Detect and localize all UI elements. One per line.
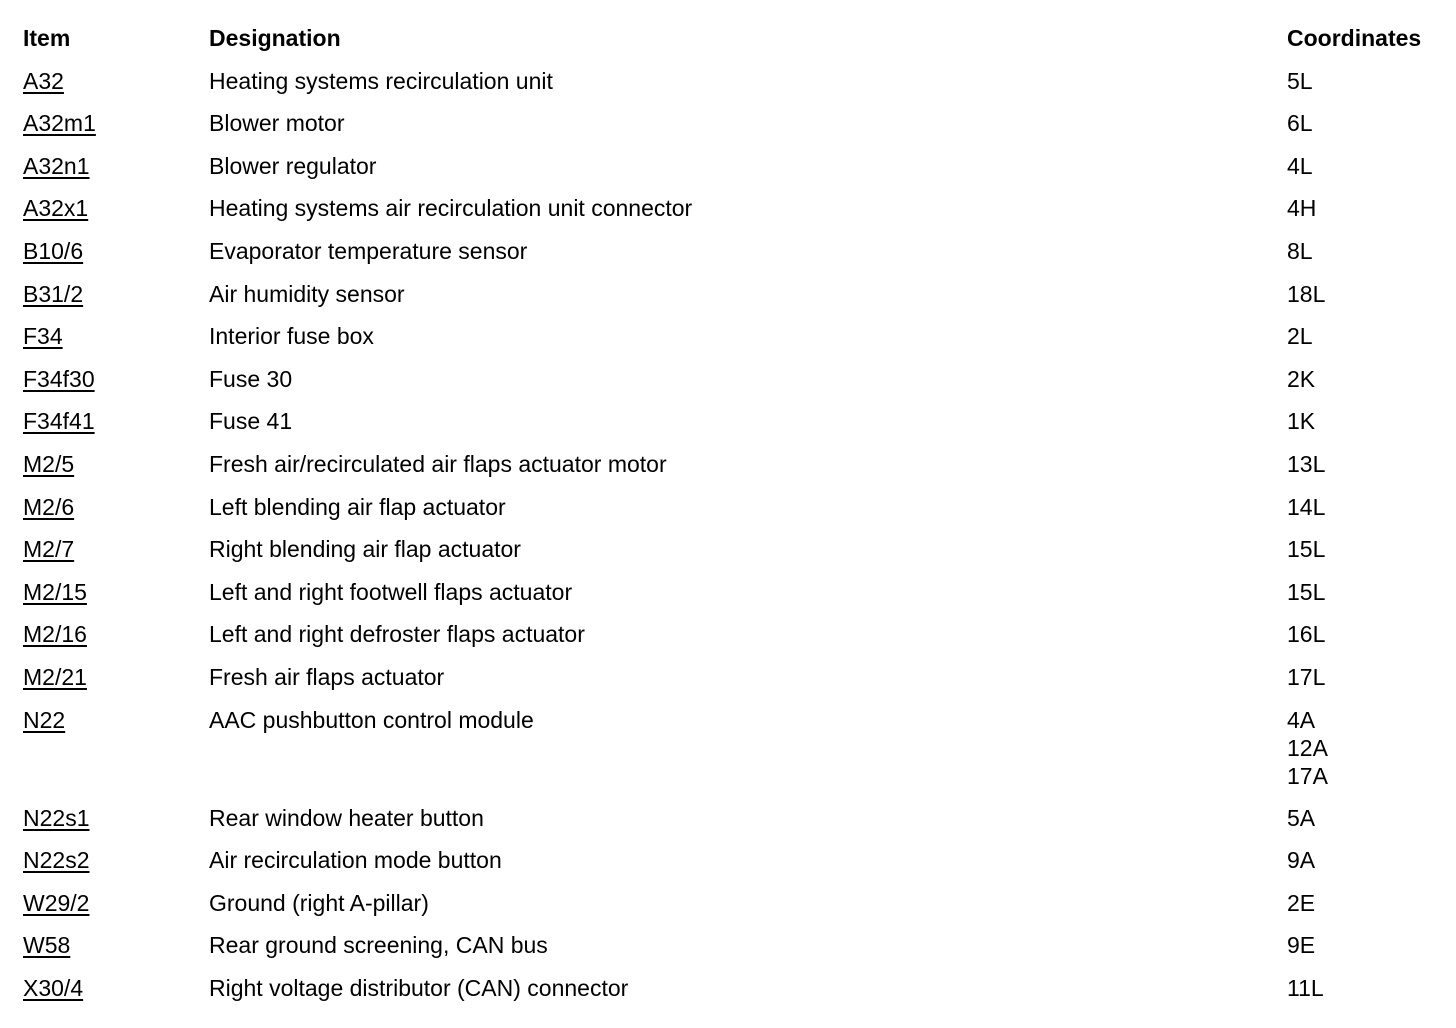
item-link[interactable]: N22s2 (23, 847, 90, 874)
item-link[interactable]: X30/4 (23, 974, 84, 1001)
item-link[interactable]: F34f30 (23, 365, 95, 392)
coordinates-cell (1287, 663, 1325, 691)
coordinate-value: 13L (1287, 450, 1326, 477)
item-link[interactable]: A32x1 (23, 195, 89, 222)
coordinates-cell (1287, 237, 1313, 265)
coordinate-value: 8L (1287, 237, 1313, 264)
table-header (0, 22, 1456, 65)
table-row (0, 107, 1456, 150)
coordinate-value: 2L (1287, 323, 1313, 350)
coordinate-value: 4H (1287, 195, 1317, 222)
table-row (0, 704, 1456, 802)
table-row (0, 448, 1456, 491)
coordinate-value: 15L (1287, 536, 1326, 563)
designation-text: AAC pushbutton control module (209, 706, 534, 733)
designation-text: Interior fuse box (209, 323, 374, 350)
table-row (0, 802, 1456, 845)
coordinates-cell (1287, 322, 1313, 350)
coordinate-value: 14L (1287, 493, 1326, 520)
coordinate-value: 4L (1287, 152, 1313, 179)
item-link[interactable]: N22s1 (23, 804, 90, 831)
coordinates-cell (1287, 109, 1313, 137)
designation-text: Air recirculation mode button (209, 847, 502, 874)
designation-text: Fuse 41 (209, 408, 293, 435)
designation-text: Evaporator temperature sensor (209, 237, 528, 264)
designation-text: Air humidity sensor (209, 280, 405, 307)
designation-text: Blower regulator (209, 152, 377, 179)
table-row (0, 150, 1456, 193)
coordinate-value: 17A (1287, 762, 1328, 789)
coordinate-value: 16L (1287, 621, 1326, 648)
item-link[interactable]: W58 (23, 932, 71, 959)
designation-text: Left and right defroster flaps actuator (209, 621, 585, 648)
item-link[interactable]: F34 (23, 323, 63, 350)
coordinate-value: 9E (1287, 932, 1316, 959)
coordinate-value: 6L (1287, 110, 1313, 137)
designation-text: Rear window heater button (209, 804, 484, 831)
table-row (0, 491, 1456, 534)
coordinates-cell (1287, 889, 1315, 917)
table-row (0, 278, 1456, 321)
header-item: Item (23, 25, 71, 51)
table-row (0, 844, 1456, 887)
coordinates-cell (1287, 493, 1325, 521)
header-designation: Designation (209, 25, 341, 51)
designation-text: Fresh air flaps actuator (209, 663, 445, 690)
designation-text: Fuse 30 (209, 365, 293, 392)
designation-text: Ground (right A-pillar) (209, 889, 429, 916)
table-row (0, 929, 1456, 972)
item-link[interactable]: M2/6 (23, 493, 75, 520)
coordinates-cell (1287, 620, 1325, 648)
coordinate-value: 1K (1287, 408, 1316, 435)
coordinates-cell (1287, 152, 1313, 180)
coordinate-value: 18L (1287, 280, 1326, 307)
item-link[interactable]: F34f41 (23, 408, 95, 435)
table-row (0, 235, 1456, 278)
coordinates-cell (1287, 194, 1316, 222)
coordinates-cell (1287, 974, 1324, 1002)
coordinates-cell (1287, 407, 1315, 435)
item-link[interactable]: B10/6 (23, 237, 84, 264)
item-link[interactable]: A32m1 (23, 110, 96, 137)
designation-text: Rear ground screening, CAN bus (209, 932, 548, 959)
coordinate-value: 11L (1287, 974, 1324, 1001)
designation-text: Right voltage distributor (CAN) connector (209, 974, 629, 1001)
table-row (0, 320, 1456, 363)
designation-text: Right blending air flap actuator (209, 536, 521, 563)
coordinate-value: 4A (1287, 706, 1316, 733)
item-link[interactable]: M2/15 (23, 578, 87, 605)
item-link[interactable]: A32 (23, 67, 64, 94)
designation-text: Heating systems air recirculation unit connector (209, 195, 693, 222)
coordinates-cell (1287, 931, 1315, 959)
header-coordinates: Coordinates (1287, 25, 1422, 51)
component-legend-table (0, 22, 1456, 1014)
coordinates-cell (1287, 706, 1328, 790)
designation-text: Heating systems recirculation unit (209, 67, 553, 94)
table-row (0, 405, 1456, 448)
coordinate-value: 5A (1287, 804, 1316, 831)
coordinates-cell (1287, 365, 1315, 393)
coordinate-value: 15L (1287, 578, 1326, 605)
coordinate-value: 2E (1287, 889, 1316, 916)
item-link[interactable]: M2/7 (23, 536, 75, 563)
item-link[interactable]: N22 (23, 706, 66, 733)
coordinates-cell (1287, 450, 1325, 478)
coordinate-value: 9A (1287, 847, 1316, 874)
coordinate-value: 2K (1287, 365, 1316, 392)
coordinates-cell (1287, 280, 1325, 308)
coordinates-cell (1287, 846, 1315, 874)
designation-text: Left blending air flap actuator (209, 493, 506, 520)
coordinates-cell (1287, 67, 1313, 95)
item-link[interactable]: M2/16 (23, 621, 87, 648)
item-link[interactable]: M2/5 (23, 450, 75, 477)
table-row (0, 363, 1456, 406)
table-row (0, 661, 1456, 704)
table-row (0, 972, 1456, 1015)
table-row (0, 618, 1456, 661)
item-link[interactable]: A32n1 (23, 152, 90, 179)
item-link[interactable]: W29/2 (23, 889, 90, 916)
item-link[interactable]: B31/2 (23, 280, 84, 307)
coordinate-value: 17L (1287, 663, 1326, 690)
designation-text: Blower motor (209, 110, 345, 137)
table-row (0, 533, 1456, 576)
table-row (0, 65, 1456, 108)
table-row (0, 887, 1456, 930)
coordinates-cell (1287, 578, 1325, 606)
coordinates-cell (1287, 804, 1315, 832)
coordinate-value: 5L (1287, 67, 1313, 94)
coordinate-value: 12A (1287, 734, 1328, 761)
item-link[interactable]: M2/21 (23, 663, 87, 690)
table-row (0, 576, 1456, 619)
designation-text: Left and right footwell flaps actuator (209, 578, 573, 605)
designation-text: Fresh air/recirculated air flaps actuator motor (209, 450, 667, 477)
table-row (0, 192, 1456, 235)
coordinates-cell (1287, 535, 1325, 563)
